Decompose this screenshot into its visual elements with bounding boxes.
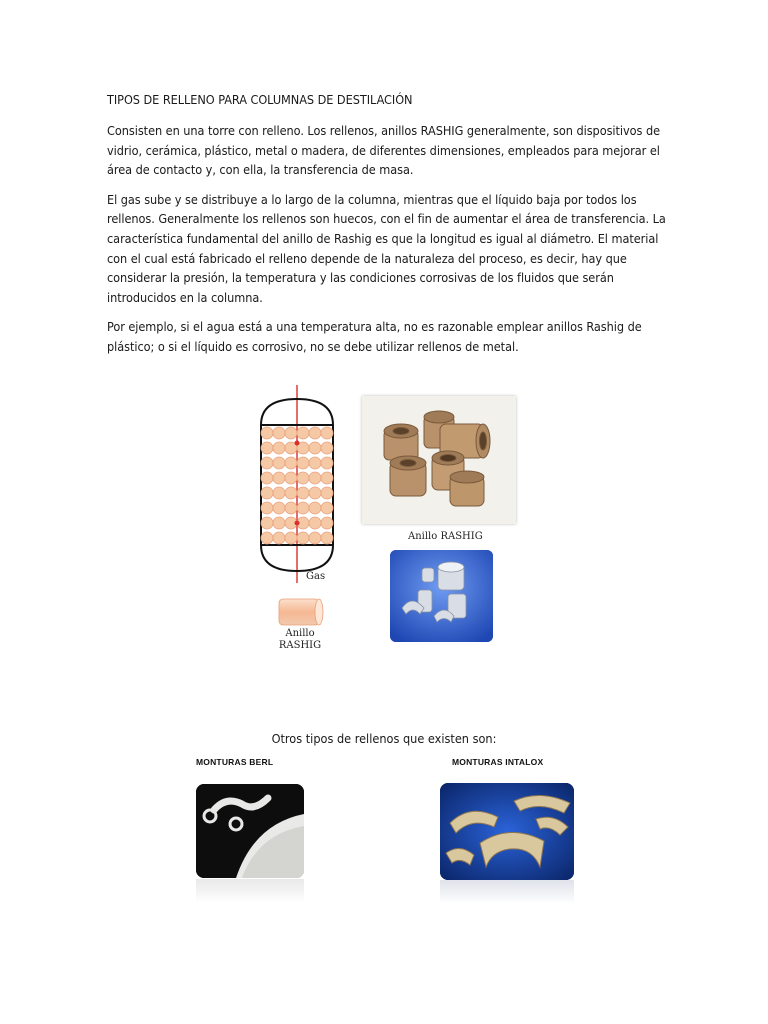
packing-ring xyxy=(309,532,321,544)
paragraph-2: El gas sube y se distribuye a lo largo de la columna, mientras que el líquido baja por todos los rellenos. Generalmente los rellenos son huecos, con el fin de aumentar el área de transferencia. La característica fundamental del anillo de Rashig es que la longitud es igual al diámetro. El material con el cual está fabricado el relleno depende de la naturaleza del proceso, es decir, hay que considerar la presión, la temperatura y las condiciones corrosivas de los fluidos que serán introducidos en la columna. xyxy=(107,191,666,305)
packing-ring xyxy=(309,502,321,514)
photo-caption: Anillo RASHIG xyxy=(408,531,483,542)
packed-column-diagram xyxy=(255,385,345,585)
packing-ring xyxy=(261,457,273,469)
plastic-packings-photo xyxy=(390,550,493,642)
packing-ring xyxy=(309,442,321,454)
ring-label-line2: RASHIG xyxy=(278,640,322,651)
packing-ring xyxy=(273,427,285,439)
rashig-ring-icon xyxy=(274,597,326,627)
packing-ring xyxy=(261,442,273,454)
packing-ring xyxy=(273,517,285,529)
other-types-heading: Otros tipos de rellenos que existen son: xyxy=(271,731,497,746)
packing-ring xyxy=(261,427,273,439)
packing-ring xyxy=(309,487,321,499)
packing-ring xyxy=(273,502,285,514)
packing-ring xyxy=(297,457,309,469)
paragraph-1: Consisten en una torre con relleno. Los rellenos, anillos RASHIG generalmente, son dispositivos de vidrio, cerámica, plástico, metal o madera, de diferentes dimensiones, empleados para mejorar el área de contacto y, con ella, la transferencia de masa. xyxy=(107,123,661,178)
packing-ring xyxy=(297,502,309,514)
packing-ring xyxy=(285,427,297,439)
packing-ring xyxy=(261,502,273,514)
packing-ring xyxy=(297,472,309,484)
page-title: TIPOS DE RELLENO PARA COLUMNAS DE DESTILACIÓN xyxy=(107,92,413,107)
packing-ring xyxy=(321,502,333,514)
ceramic-rings-photo xyxy=(362,396,516,524)
packing-ring xyxy=(321,532,333,544)
ring-label xyxy=(270,628,330,652)
packing-ring xyxy=(273,472,285,484)
packing-ring xyxy=(261,472,273,484)
packing-ring xyxy=(309,517,321,529)
gas-label: Gas xyxy=(306,571,326,582)
packing-ring xyxy=(309,472,321,484)
ring-label-line1: Anillo xyxy=(285,628,315,639)
berl-saddle-reflection xyxy=(196,879,304,903)
packing-ring xyxy=(285,487,297,499)
intalox-label: MONTURAS INTALOX xyxy=(452,757,544,767)
packing-ring xyxy=(321,442,333,454)
packing-ring xyxy=(285,457,297,469)
body-text xyxy=(107,121,667,367)
berl-saddle-photo xyxy=(196,784,304,878)
packing-ring xyxy=(273,442,285,454)
packing-ring xyxy=(321,487,333,499)
packing-ring xyxy=(273,487,285,499)
packing-ring xyxy=(309,457,321,469)
packing-ring xyxy=(321,472,333,484)
packing-ring xyxy=(261,487,273,499)
packing-ring xyxy=(285,472,297,484)
packing-ring xyxy=(285,502,297,514)
packing-ring xyxy=(321,457,333,469)
intalox-saddle-photo xyxy=(440,783,574,880)
packing-ring xyxy=(321,427,333,439)
packing-ring xyxy=(297,487,309,499)
intalox-saddle-reflection xyxy=(440,880,574,904)
packing-ring xyxy=(297,532,309,544)
packing-ring xyxy=(309,427,321,439)
packing-ring xyxy=(273,532,285,544)
paragraph-3: Por ejemplo, si el agua está a una temperatura alta, no es razonable emplear anillos Rashig de plástico; o si el líquido es corrosivo, no se debe utilizar rellenos de metal. xyxy=(107,319,642,354)
berl-label: MONTURAS BERL xyxy=(196,757,274,767)
packing-ring xyxy=(321,517,333,529)
packing-ring xyxy=(273,457,285,469)
packing-ring xyxy=(261,517,273,529)
packing-ring xyxy=(285,532,297,544)
packing-ring xyxy=(297,427,309,439)
packing-ring xyxy=(261,532,273,544)
